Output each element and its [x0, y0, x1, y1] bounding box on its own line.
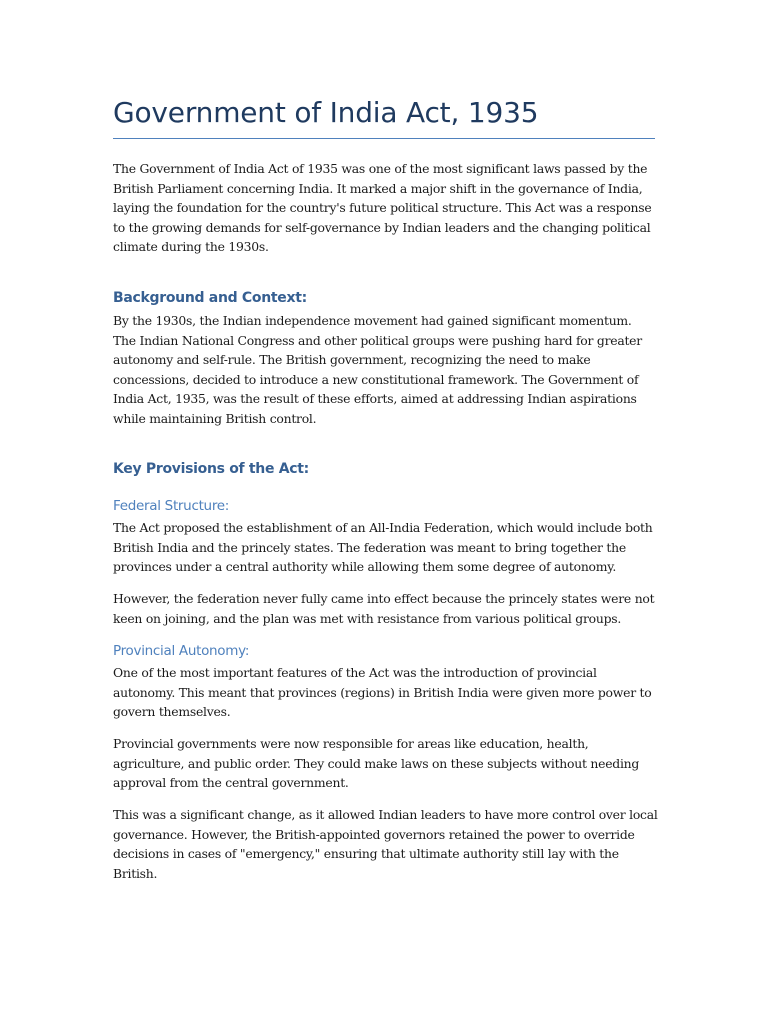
- provincial-autonomy-heading: Provincial Autonomy:: [113, 643, 250, 659]
- document-title: Government of India Act, 1935: [113, 96, 539, 129]
- federal-paragraph-1: The Act proposed the establishment of an All-India Federation, which would include both British India and the princely states. The federation was meant to bring together the provinces under a central authority while allowing them some degree of autonomy.: [113, 520, 653, 574]
- background-heading: Background and Context:: [113, 290, 307, 306]
- provisions-heading: Key Provisions of the Act:: [113, 461, 309, 477]
- title-underline: [113, 138, 655, 139]
- background-paragraph: By the 1930s, the Indian independence movement had gained significant momentum. The Indian National Congress and other political groups were pushing hard for greater autonomy and self-rule. The British government, recognizing the need to make concessions, decided to introduce a new constitutional framework. The Government of India Act, 1935, was the result of these efforts, aimed at addressing Indian aspirations while maintaining British control.: [113, 313, 642, 426]
- federal-paragraph-2: However, the federation never fully came into effect because the princely states were not keen on joining, and the plan was met with resistance from various political groups.: [113, 591, 655, 626]
- provincial-paragraph-1: One of the most important features of the Act was the introduction of provincial autonomy. This meant that provinces (regions) in British India were given more power to govern themselves.: [113, 665, 652, 719]
- provincial-paragraph-3: This was a significant change, as it allowed Indian leaders to have more control over local governance. However, the British-appointed governors retained the power to override decisions in cases of "emergency," ensuring that ultimate authority still lay with the British.: [113, 807, 658, 881]
- intro-paragraph: The Government of India Act of 1935 was one of the most significant laws passed by the British Parliament concerning India. It marked a major shift in the governance of India, laying the foundation for the country's future political structure. This Act was a response to the growing demands for self-governance by Indian leaders and the changing political climate during the 1930s.: [113, 161, 652, 254]
- provincial-paragraph-2: Provincial governments were now responsible for areas like education, health, agriculture, and public order. They could make laws on these subjects without needing approval from the central government.: [113, 736, 640, 790]
- federal-structure-heading: Federal Structure:: [113, 498, 230, 514]
